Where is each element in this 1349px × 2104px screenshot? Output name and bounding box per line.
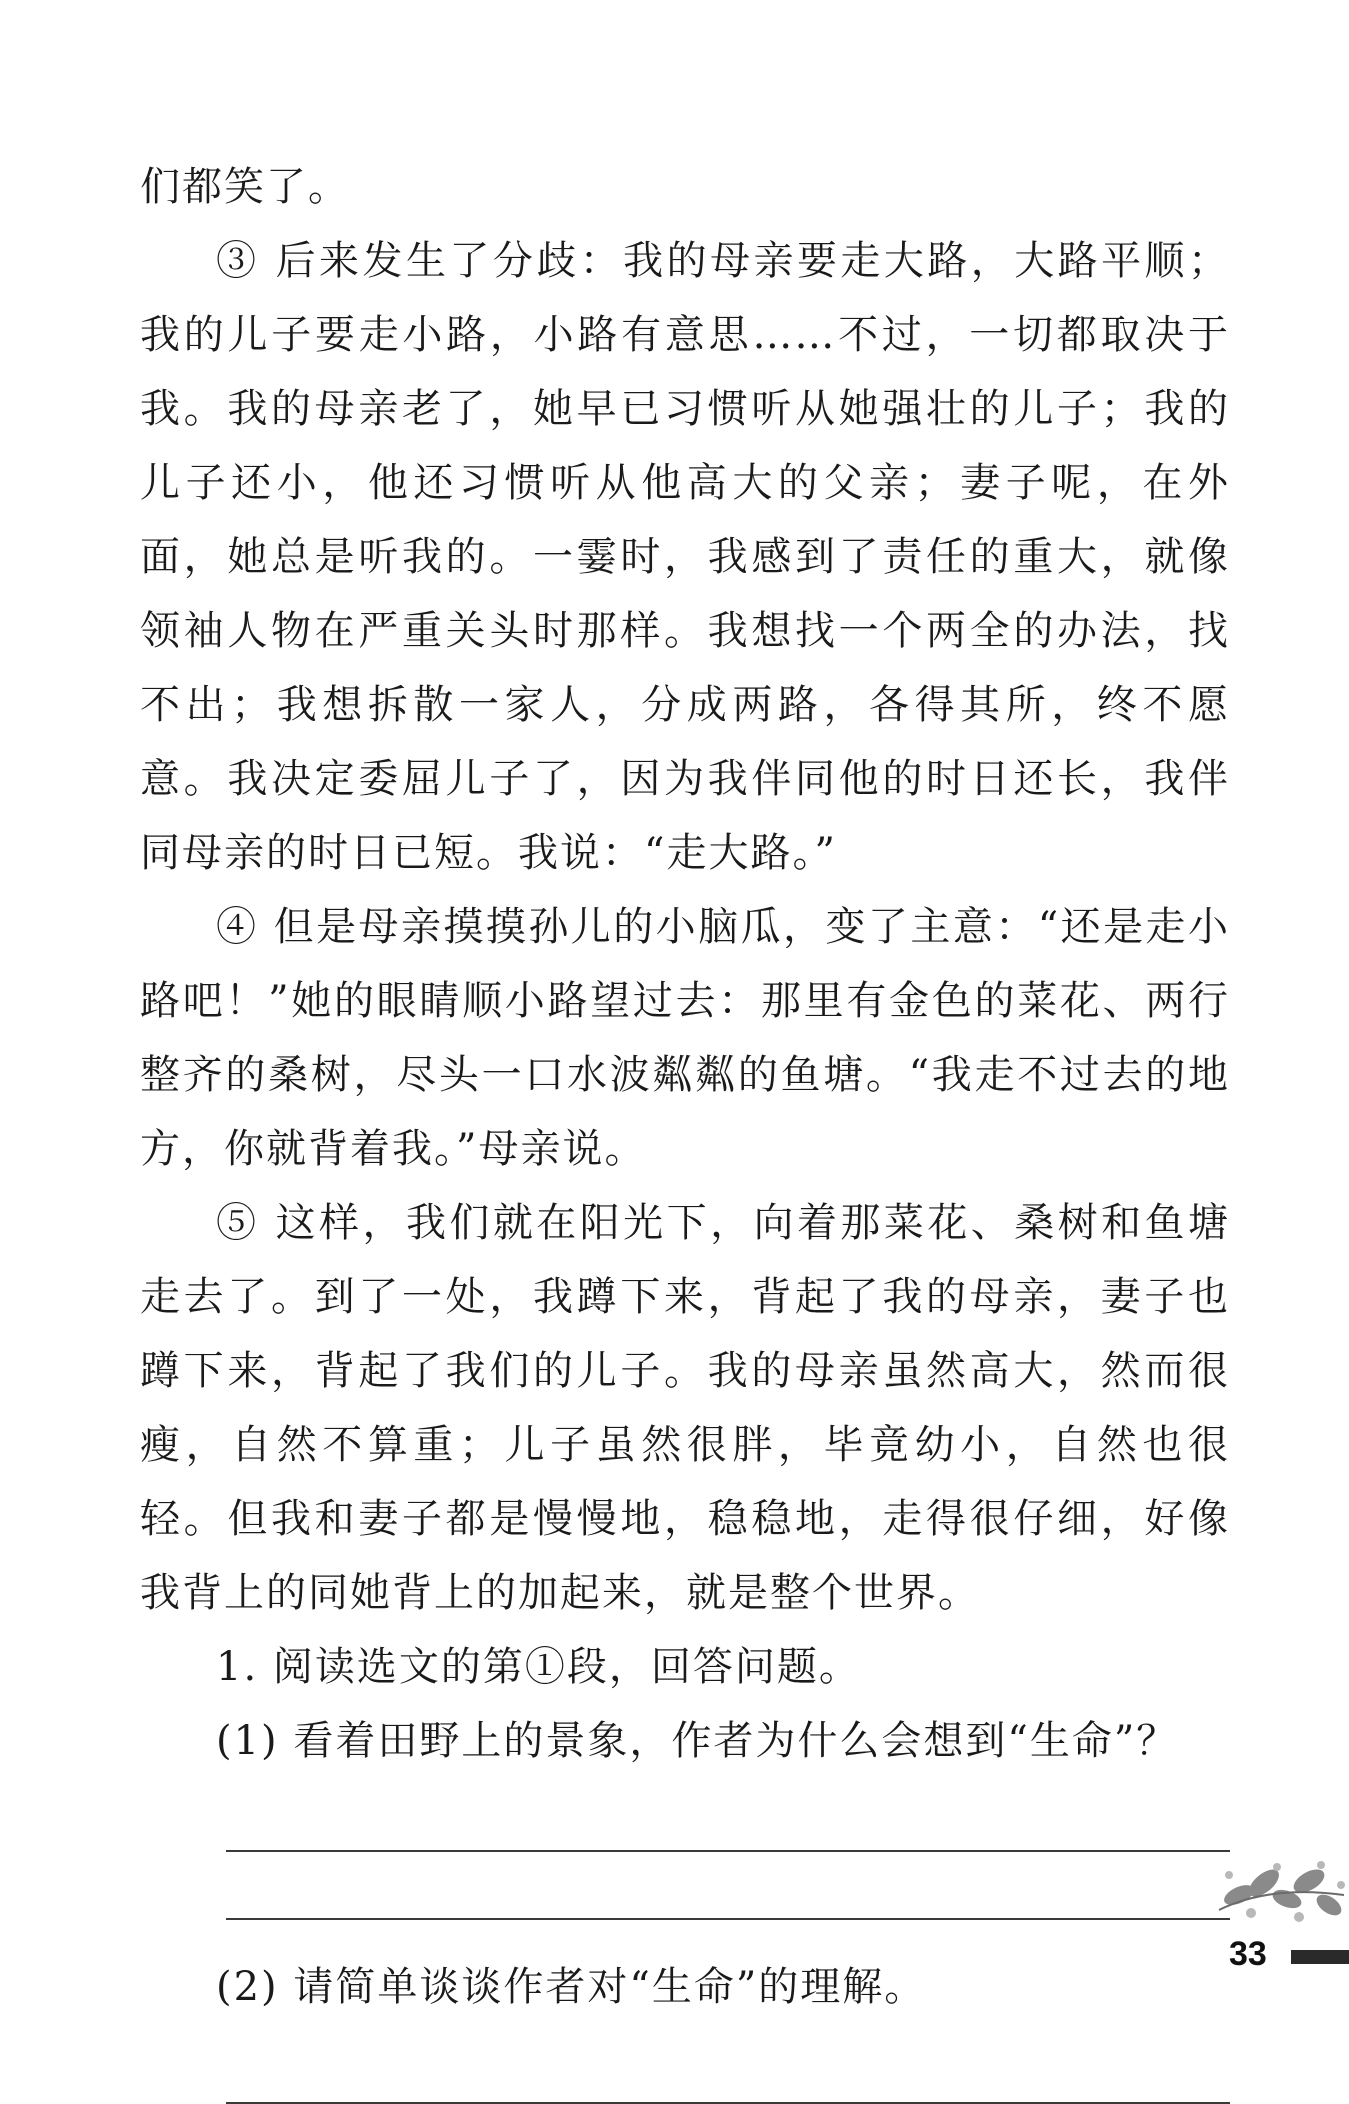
page-number-area — [1229, 1932, 1349, 1982]
leaf-ornament-icon — [1209, 1855, 1349, 1931]
paragraph-continuation: 们都笑了。 — [140, 164, 350, 210]
paragraph-3: ③ 后来发生了分歧：我的母亲要走大路，大路平顺；我的儿子要走小路，小路有意思……不过，一切都取决于我。我的母亲老了，她早已习惯听从她强壮的儿子；我的儿子还小，他还习惯听从他高大的父亲；妻子呢，在外面，她总是听我的。一霎时，我感到了责任的重大，就像领袖人物在严重关头时那样。我想找一个两全的办法，找不出；我想拆散一家人，分成两路，各得其所，终不愿意。我决定委屈儿子了，因为我伴同他的时日还长，我伴同母亲的时日已短。我说：“走大路。” — [140, 238, 1230, 876]
question-1-2: (2) 请简单谈谈作者对“生命”的理解。 — [216, 1964, 927, 2010]
page-content — [140, 150, 1230, 2104]
question-1-1: (1) 看着田野上的景象，作者为什么会想到“生命”？ — [216, 1718, 1179, 1764]
paragraph-5: ⑤ 这样，我们就在阳光下，向着那菜花、桑树和鱼塘走去了。到了一处，我蹲下来，背起了我的母亲，妻子也蹲下来，背起了我们的儿子。我的母亲虽然高大，然而很瘦，自然不算重；儿子虽然很胖，毕竟幼小，自然也很轻。但我和妻子都是慢慢地，稳稳地，走得很仔细，好像我背上的同她背上的加起来，就是整个世界。 — [140, 1200, 1230, 1616]
page-number: 33 — [1229, 1935, 1267, 1973]
question-1: 1. 阅读选文的第①段，回答问题。 — [216, 1644, 861, 1690]
paragraph-4: ④ 但是母亲摸摸孙儿的小脑瓜，变了主意：“还是走小路吧！”她的眼睛顺小路望过去：那里有金色的菜花、两行整齐的桑树，尽头一口水波粼粼的鱼塘。“我走不过去的地方，你就背着我。”母亲说。 — [140, 904, 1230, 1172]
page-number-bar — [1291, 1950, 1349, 1964]
